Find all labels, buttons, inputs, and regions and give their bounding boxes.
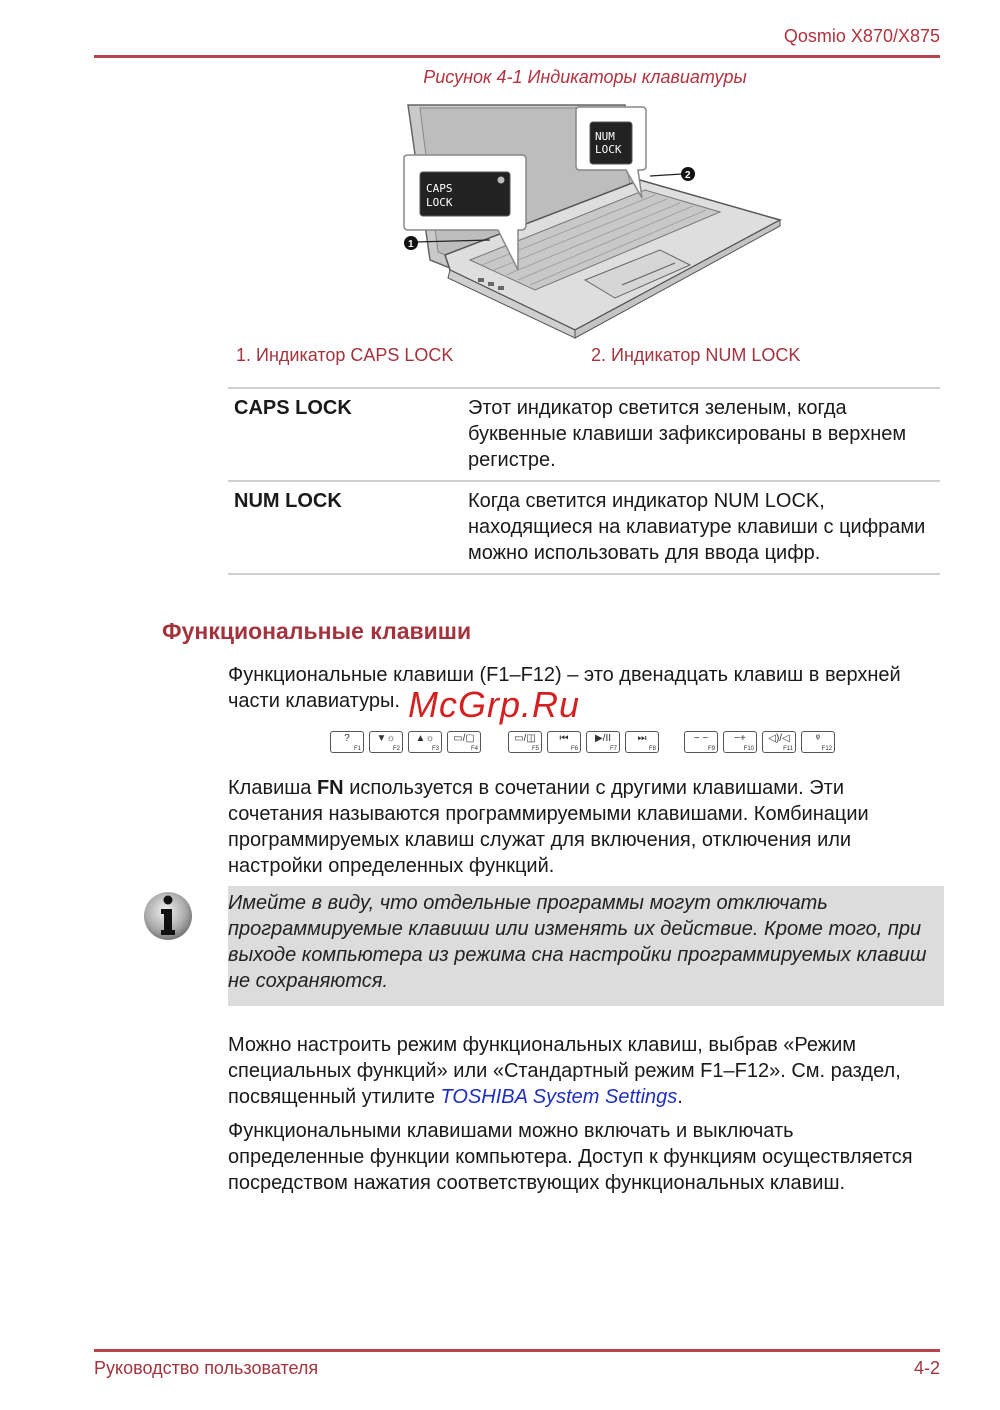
header-title: Qosmio X870/X875 xyxy=(783,26,940,46)
fkey-f10: −+ F10 xyxy=(723,731,757,753)
desc-caps-lock: Этот индикатор светится зеленым, когда буквенные клавиши зафиксированы в верхнем регистре. xyxy=(468,397,907,471)
footer-divider xyxy=(94,1349,940,1352)
desc-num-lock: Когда светится индикатор NUM LOCK, находящиеся на клавиатуре клавиши с цифрами можно использовать для ввода цифр. xyxy=(468,490,926,564)
svg-text:CAPS: CAPS xyxy=(426,182,453,195)
fkey-f6: ⏮ F6 xyxy=(547,731,581,753)
fkey-f8: ⏭ F8 xyxy=(625,731,659,753)
previous-track-icon: ⏮ xyxy=(559,733,569,744)
last-paragraph: Функциональными клавишами можно включать и выключать определенные функции компьютера. Доступ к функциям осуществляется посредством нажатия соответствующих функциональных клавиш. xyxy=(228,1120,913,1194)
fkey-f9: − − F9 xyxy=(684,731,718,753)
term-num-lock: NUM LOCK xyxy=(234,490,342,512)
fkey-f3: ▲☼ F3 xyxy=(408,731,442,753)
toshiba-system-settings-link[interactable]: TOSHIBA System Settings xyxy=(440,1086,678,1108)
fkey-f1: ? F1 xyxy=(330,731,364,753)
fn-key-label: FN xyxy=(316,777,344,799)
header-divider xyxy=(94,55,940,58)
play-pause-icon: ▶/II xyxy=(594,733,612,744)
svg-text:LOCK: LOCK xyxy=(426,196,453,209)
info-icon xyxy=(142,890,194,942)
touchpad-toggle-icon: ▭/◫ xyxy=(514,733,536,744)
indicator-table xyxy=(228,387,940,575)
svg-text:2: 2 xyxy=(685,170,691,181)
fn-paragraph: Клавиша FN используется в сочетании с другими клавишами. Эти сочетания называются программируемыми клавишами. Комбинации программируемых клавиш служат для включения, отключения или настройки определенных функций. xyxy=(228,777,869,877)
footer-manual-title: Руководство пользователя xyxy=(94,1358,319,1378)
brightness-up-icon: ▲☼ xyxy=(415,733,435,744)
mode-paragraph: Можно настроить режим функциональных клавиш, выбрав «Режим специальных функций» или «Стандартный режим F1–F12». См. раздел, посвященный утилите TOSHIBA System Settings. xyxy=(228,1034,901,1108)
fkey-f7: ▶/II F7 xyxy=(586,731,620,753)
laptop-figure xyxy=(390,100,790,340)
svg-text:NUM: NUM xyxy=(595,130,615,143)
legend-caps-lock: 1. Индикатор CAPS LOCK xyxy=(236,345,454,365)
intro-paragraph: Функциональные клавиши (F1–F12) – это двенадцать клавиш в верхней части клавиатуры. xyxy=(228,664,901,712)
section-heading: Функциональные клавиши xyxy=(162,618,472,644)
help-icon: ? xyxy=(344,733,350,744)
page-number: 4-2 xyxy=(913,1358,940,1378)
note-box xyxy=(228,886,944,1006)
next-track-icon: ⏭ xyxy=(637,733,647,744)
function-keys-row xyxy=(330,731,840,755)
fkey-f5: ▭/◫ F5 xyxy=(508,731,542,753)
display-switch-icon: ▭/▢ xyxy=(453,733,475,744)
table-row xyxy=(228,388,940,481)
fkey-f4: ▭/▢ F4 xyxy=(447,731,481,753)
fkey-f2: ▼☼ F2 xyxy=(369,731,403,753)
fkey-f12: ᵠ F12 xyxy=(801,731,835,753)
note-text: Имейте в виду, что отдельные программы могут отключать программируемые клавиши или изменять их действие. Кроме того, при выходе компьютера из режима сна настройки программируемых клавиш не сохраняются. xyxy=(228,892,927,992)
fkey-f11: ◁)/◁ F11 xyxy=(762,731,796,753)
mute-icon: ◁)/◁ xyxy=(768,733,790,744)
term-caps-lock: CAPS LOCK xyxy=(234,397,352,419)
brightness-down-icon: ▼☼ xyxy=(376,733,396,744)
volume-up-icon: −+ xyxy=(734,733,746,744)
volume-down-icon: − − xyxy=(693,733,709,744)
svg-text:LOCK: LOCK xyxy=(595,143,622,156)
wireless-icon: ᵠ xyxy=(815,733,821,744)
table-row xyxy=(228,481,940,574)
figure-caption: Рисунок 4-1 Индикаторы клавиатуры xyxy=(423,67,747,87)
svg-text:1: 1 xyxy=(408,239,414,250)
watermark: McGrp.Ru xyxy=(408,684,581,725)
legend-num-lock: 2. Индикатор NUM LOCK xyxy=(591,345,801,365)
